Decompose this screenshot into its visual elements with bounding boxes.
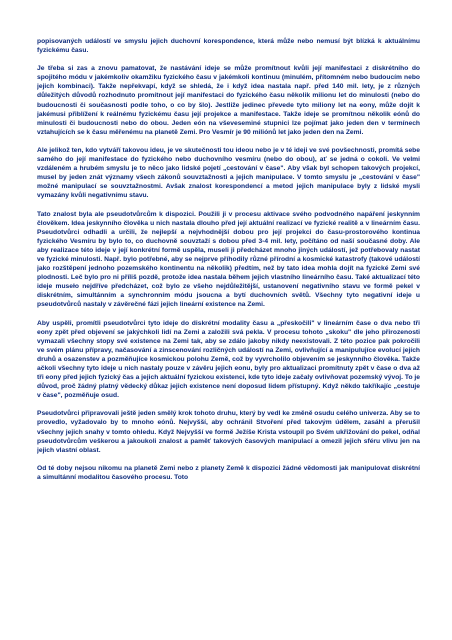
paragraph: Pseudotvůrci připravovali ještě jeden smělý krok tohoto druhu, který by vedl ke změně osudu celého univerza. Aby se to provedlo, vyžadovalo by to mnoho eónů. Nejvyšší, aby ochránil Stvoření před takovým údělem, zasáhl a přerušil všechny jejich snahy v tomto ohledu. Když Nejvyšší ve formě Ježíše Krista vstoupil po Svém ukřižování do pekel, odňal pseudotvůrcům veškerou a jakoukoli znalost a paměť takových časových manipulací a omezil jejich sféru vlivu jen na jejich vlastní oblast. [37,410,420,454]
paragraph: Tato znalost byla ale pseudotvůrcům k dispozici. Použili ji v procesu aktivace svého podvodného napáření jeskynním člověkem. Idea jeskynního člověka u nich nastala dlouho před její aktuální realizací ve fyzické realitě a v lineárním času. Pseudotvůrci odhadli a určili, že nejlepší a nejvhodnější dobou pro její projekci do času-prostorového kontinua fyzického Vesmíru by bylo to, co duchovně souvztaží s dobou před 3-4 mil. lety, počítáno od naší současné doby. Ale aby realizace této ideje v její konkrétní formě uspěla, museli ji předcházet mnoho jiných událostí, jež potřebovaly nastat ve fyzické minulosti. Např. bylo potřebné, aby se nejprve příhodily různé přírodní a kosmické katastrofy (takové událostí jako rozštěpení jednoho pozemského kontinentu na několik) předtím, než by tato idea mohla dojít na fyzické Zemi své plodnosti. Leč bylo pro ni příliš pozdě, protože idea nastala během jejich vlastního lineárního času. Také aktualizací této ideje museło nejdříve předcházet, což bylo ze všeho nejdůležitější, ustanovení negativního stavu ve formě pekel v diskrétním, simultánním a synchronním módu jsoucna a bytí duchovních světů. Všechny tyto negativní ideje u pseudotvůrců nastaly v závěrečné fázi jejich lineární existence na Zemi. [37,210,420,309]
paragraph: Je třeba si zas a znovu pamatovat, že nastávání ideje se může promítnout kvůli její manifestaci z diskrétního do spojitého módu v jakémkoliv okamžiku fyzického času v jakémkoli kontinuu (minulém, přítomném nebo budoucím nebo jejich kombinaci). Takže nepřekvapí, když se shledá, že i když idea nastala např. před 140 mil. lety, je z různých důležitých důvodů rozhodnuto promítnout její manifestaci do fyzického času několik milionu let do minulosti (nebo do budoucnosti či současnosti podle toho, o co by šlo). Jestliže jedinec převede tyto miliony let na eony, může dojít k jakémusi přiblížení k reálnému fyzickému času její projekce a manifestace. Takže ideje se promítnou několik eónů do minulosti či budoucnosti nebo do obou. Jeden eón na vševeseminé stupnici lze pojímat jako jeden den v termínech vztahujících se k času měřenému na planetě Zemi. Pro Vesmír je 90 miliónů let jako jeden den na Zemi. [37,65,420,136]
document-page [37,37,420,627]
paragraph: popisovaných událostí ve smyslu jejich duchovní korespondence, která může nebo nemusí být blízká k aktuálnímu fyzickému času. [37,38,420,55]
paragraph: Aby uspěli, promítli pseudotvůrci tyto ideje do diskrétní modality času a „přeskočili" v lineárním čase o dva nebo tři eony zpět před objevení se jakýchkoli lidí na Zemi a založili svá pekla. V procesu tohoto „skoku" dle jeho přirozenosti vymazali všechny stopy své existence na Zemi tak, aby se zdálo jakoby nikdy neexistovali. Z této pozice pak pokročili ve svém plánu přípravy, načasování a zinscenování rozličných událostí na Zemi, ovlivňující a manipulujíce evolucí jejích druhů a osazenstev a pozměňujíce kosmickou polohu Země, což by vyvrcholilo objevením se jeskynního člověka. Takže ačkoli všechny tyto ideje u nich nastaly pouze v závěru jejich eonu, byly pro aktualizaci promítnuty zpět v čase o dva až tři eony před jejich fyzický čas a jejich aktuální fyzickou existenci, kde tyto ideje začaly ovlivňovat pozemský vývoj. To je důvod, proč žádný platný vědecký důkaz jejich existence není doposud lidem přístupný. Když někdo takříkajíc „cestuje v čase", pozměňuje osud. [37,319,420,400]
paragraph: Od té doby nejsou nikomu na planetě Zemi nebo z planety Země k dispozici žádné vědomosti jak manipulovat diskrétní a simultánní modalitou časového procesu. Toto [37,464,420,481]
paragraph: Ale jelikož ten, kdo vytváří takovou ideu, je ve skutečnosti tou ideou nebo je v té ideji ve své povšechnosti, promítá sebe samého do její manifestace do fyzického nebo duchovního vesmíru (nebo do obou), ať se jedná o cokoli. Ve velmi vzdáleném a hrubém smyslu je to něco jako lidské pojetí „cestování v čase". Aby však byl schopen takových projekcí, musel by jeden znát významy všech zákonů souvztažnosti a jejich manipulace. V tomto smyslu je „cestování v čase" možné manipulací se souvztažnostmi. Avšak znalost korespondencí a metod jejich manipulace byly z lidské mysli vymazány kvůli negativnímu stavu. [37,146,420,200]
